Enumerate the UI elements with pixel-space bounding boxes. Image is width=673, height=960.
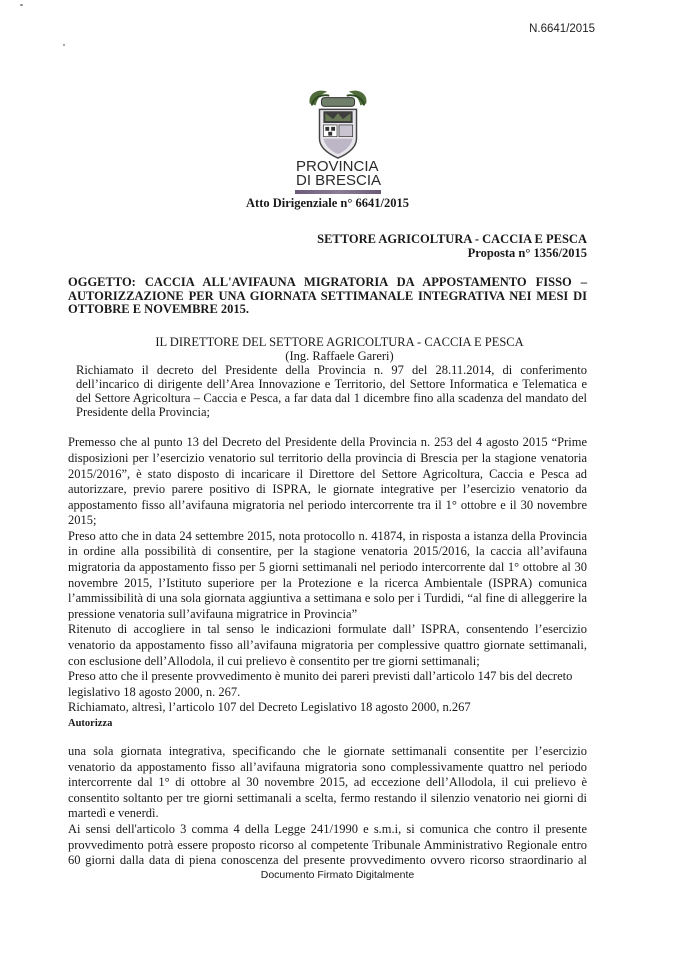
logo-text-provincia: PROVINCIA xyxy=(296,158,379,175)
text-line: 60 giorni dalla data di piena conoscenza del presente provvedimento ovvero ricorso straordinario al xyxy=(68,853,587,868)
text-line: l’ammissibilità di una sola giornata aggiuntiva a settimana e solo per i Turdidi, “al fine di alleggerire la xyxy=(68,591,587,606)
authorization-body xyxy=(68,744,587,869)
scan-speck xyxy=(63,44,65,46)
digital-signature-note: Documento Firmato Digitalmente xyxy=(260,868,415,881)
logo-text-brescia: DI BRESCIA xyxy=(296,172,382,189)
text-line: autorizzare, previo parere positivo di ISPRA, le giornate integrative per l’esercizio venatorio da xyxy=(68,482,587,497)
logo-underline-bar xyxy=(295,190,381,194)
text-line: novembre 2015, l’Istituto superiore per la Protezione e la ricerca Ambientale (ISPRA) comunica xyxy=(68,575,587,590)
text-line: legislativo 18 agosto 2000, n. 267. xyxy=(68,684,241,699)
text-line: Ritenuto di accogliere in tal senso le indicazioni formulate dall’ ISPRA, consentendo l’esercizio xyxy=(68,622,587,637)
proposal-number: Proposta n° 1356/2015 xyxy=(467,246,587,260)
text-line: Presidente della Provincia; xyxy=(76,405,210,420)
text-line: Premesso che al punto 13 del Decreto del Presidente della Provincia n. 253 del 4 agosto 2015 “Prime xyxy=(68,435,587,450)
province-logo xyxy=(292,84,384,194)
subject-block xyxy=(68,276,587,317)
text-line: migratoria da appostamento fisso per 5 giorni settimanali nel periodo intercorrente dal 1° ottobre al 30 xyxy=(68,560,587,575)
director-title: IL DIRETTORE DEL SETTORE AGRICOLTURA - CACCIA E PESCA xyxy=(155,334,524,349)
coat-of-arms-icon xyxy=(303,84,373,160)
text-line: consentito soltanto per tre giorni settimanali a scelta, fermo restando il silenzio venatorio nei giorni di xyxy=(68,790,587,805)
subject-line: OGGETTO: CACCIA ALL'AVIFAUNA MIGRATORIA DA APPOSTAMENTO FISSO – xyxy=(68,275,587,289)
subject-line: AUTORIZZAZIONE PER UNA GIORNATA SETTIMANALE INTEGRATIVA NEI MESI DI xyxy=(68,288,587,303)
text-line: 2015; xyxy=(68,513,97,528)
text-line: una sola giornata integrativa, specificando che le giornate settimanali consentite per l’esercizio xyxy=(68,744,587,758)
atto-dirigenziale-number: Atto Dirigenziale n° 6641/2015 xyxy=(246,196,409,210)
autorizza-heading: Autorizza xyxy=(68,718,113,729)
text-line: Richiamato, altresì, l’articolo 107 del Decreto Legislativo 18 agosto 2000, n.267 xyxy=(68,700,471,715)
document-number: N.6641/2015 xyxy=(529,23,595,35)
text-line: disposizioni per l’esercizio venatorio sul territorio della provincia di Brescia per la stagione venatoria xyxy=(68,450,587,465)
premises-body xyxy=(68,435,587,716)
text-line: dell’incarico di dirigente dell’Area Innovazione e Territorio, del Settore Informatica e Telematica e xyxy=(76,376,587,391)
text-line: Richiamato il decreto del Presidente della Provincia n. 97 del 28.11.2014, di conferimento xyxy=(76,362,587,377)
sector-name: SETTORE AGRICOLTURA - CACCIA E PESCA xyxy=(317,232,587,246)
text-line: martedì e venerdì. xyxy=(68,806,159,821)
document-body xyxy=(68,196,587,882)
text-line: venatorio da appostamento fisso all’avifauna migratoria per complessive quattro giornate settimanali, xyxy=(68,638,587,653)
text-line: Preso atto che il presente provvedimento è munito dei pareri previsti dall’articolo 147 bis del decreto xyxy=(68,669,573,684)
text-line: intercorrente dal 1° di ottobre al 30 novembre 2015, ad eccezione dell’Allodola, il cui prelievo è xyxy=(68,775,587,790)
text-line: Ai sensi dell'articolo 3 comma 4 della Legge 241/1990 e s.m.i, si comunica che contro il presente xyxy=(68,821,587,836)
text-line: venatorio da appostamento fisso all’avifauna migratoria sono complessivamente quattro nel periodo xyxy=(68,759,587,774)
text-line: del Settore Agricoltura – Caccia e Pesca, a far data dal 1 dicembre fino alla scadenza del mandato del xyxy=(76,390,587,405)
text-line: Preso atto che in data 24 settembre 2015, nota protocollo n. 41874, in risposta a istanza della Provincia xyxy=(68,528,587,543)
director-name: (Ing. Raffaele Gareri) xyxy=(285,348,394,363)
text-line: 2015/2016”, è stato disposto di incaricare il Direttore del Settore Agricoltura, Caccia e Pesca ad xyxy=(68,466,587,481)
text-line: con esclusione dell’Allodola, il cui prelievo è consentito per tre giorni settimanali; xyxy=(68,653,480,668)
sector-header xyxy=(68,232,587,260)
richiamato-paragraph xyxy=(76,363,587,420)
text-line: in ordine alla possibilità di consentire, per la stagione venatoria 2015/2016, la caccia all’avifauna xyxy=(68,544,587,559)
text-line: pressione venatoria sull’avifauna migratrice in Provincia” xyxy=(68,606,358,621)
text-line: provvedimento potrà essere proposto ricorso al competente Tribunale Amministrativo Regionale entro xyxy=(68,837,587,852)
text-line: appostamento fisso all’avifauna migratoria nel periodo intercorrente tra il 1° ottobre e il 30 novembre xyxy=(68,497,587,512)
scan-speck xyxy=(20,4,23,6)
subject-line: OTTOBRE E NOVEMBRE 2015. xyxy=(68,302,250,316)
director-heading xyxy=(68,335,587,363)
